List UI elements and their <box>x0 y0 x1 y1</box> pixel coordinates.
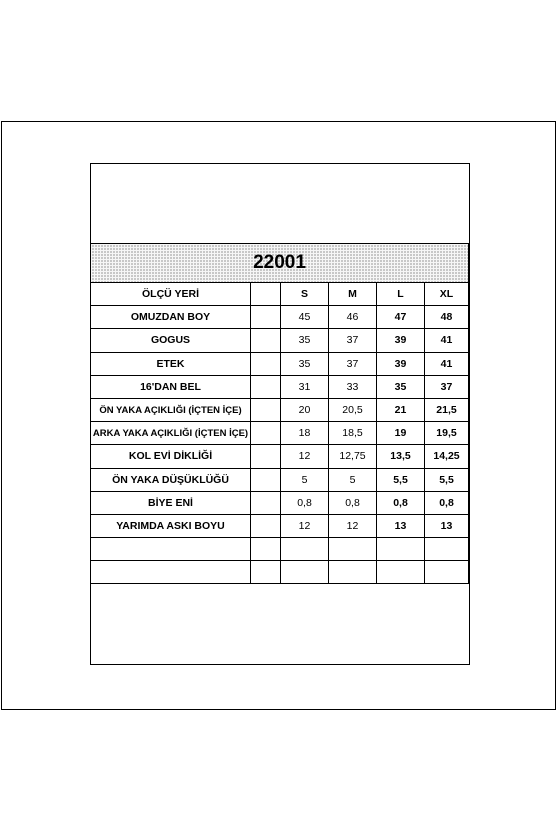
size-xl-header: XL <box>425 283 469 306</box>
size-xl-value: 5,5 <box>425 468 469 491</box>
size-m-value: 20,5 <box>329 398 377 421</box>
table-row <box>91 306 469 329</box>
spacer-cell <box>251 329 281 352</box>
size-m-value: 12 <box>329 514 377 537</box>
size-l-value: 35 <box>377 375 425 398</box>
spacer-cell <box>251 445 281 468</box>
table-row <box>91 468 469 491</box>
size-s-value: 18 <box>281 422 329 445</box>
size-l-value: 5,5 <box>377 468 425 491</box>
empty-cell <box>91 561 251 584</box>
table-body <box>91 306 469 538</box>
table-row <box>91 398 469 421</box>
size-m-value: 18,5 <box>329 422 377 445</box>
size-m-value: 0,8 <box>329 491 377 514</box>
empty-cell <box>251 561 281 584</box>
measure-point-label: ÖN YAKA DÜŞÜKLÜĞÜ <box>91 468 251 491</box>
size-s-value: 35 <box>281 329 329 352</box>
size-xl-value: 19,5 <box>425 422 469 445</box>
title-row <box>91 244 469 283</box>
measure-point-label: BİYE ENİ <box>91 491 251 514</box>
empty-cell <box>91 538 251 561</box>
measure-point-label: ETEK <box>91 352 251 375</box>
size-s-value: 20 <box>281 398 329 421</box>
table-row <box>91 329 469 352</box>
spacer-cell <box>251 398 281 421</box>
spacer-cell <box>251 514 281 537</box>
size-m-value: 5 <box>329 468 377 491</box>
size-l-value: 13,5 <box>377 445 425 468</box>
size-s-value: 12 <box>281 445 329 468</box>
size-xl-value: 21,5 <box>425 398 469 421</box>
header-row <box>91 283 469 306</box>
size-s-value: 31 <box>281 375 329 398</box>
table-row <box>91 445 469 468</box>
spacer-cell <box>251 306 281 329</box>
measure-point-header: ÖLÇÜ YERİ <box>91 283 251 306</box>
empty-cell <box>251 538 281 561</box>
size-l-value: 0,8 <box>377 491 425 514</box>
empty-cell <box>281 538 329 561</box>
table-row <box>91 352 469 375</box>
size-xl-value: 14,25 <box>425 445 469 468</box>
size-m-value: 33 <box>329 375 377 398</box>
spacer-cell <box>251 375 281 398</box>
empty-cell <box>281 561 329 584</box>
model-code: 22001 <box>91 244 469 283</box>
size-s-value: 5 <box>281 468 329 491</box>
size-s-value: 0,8 <box>281 491 329 514</box>
size-s-value: 35 <box>281 352 329 375</box>
size-xl-value: 41 <box>425 352 469 375</box>
empty-cell <box>425 561 469 584</box>
empty-cell <box>329 538 377 561</box>
table-row <box>91 375 469 398</box>
empty-cell <box>329 561 377 584</box>
table-row <box>91 491 469 514</box>
size-m-value: 46 <box>329 306 377 329</box>
empty-cell <box>377 561 425 584</box>
spacer-cell <box>251 283 281 306</box>
measure-point-label: GOGUS <box>91 329 251 352</box>
size-xl-value: 13 <box>425 514 469 537</box>
spacer-cell <box>251 468 281 491</box>
measure-point-label: YARIMDA ASKI BOYU <box>91 514 251 537</box>
size-m-value: 37 <box>329 329 377 352</box>
measure-point-label: KOL EVİ DİKLİĞİ <box>91 445 251 468</box>
measure-point-label: ARKA YAKA AÇIKLIĞI (İÇTEN İÇE) <box>91 422 251 445</box>
measure-point-label: 16'DAN BEL <box>91 375 251 398</box>
size-xl-value: 41 <box>425 329 469 352</box>
size-l-value: 13 <box>377 514 425 537</box>
size-xl-value: 48 <box>425 306 469 329</box>
spacer-cell <box>251 491 281 514</box>
size-l-value: 39 <box>377 352 425 375</box>
size-s-value: 45 <box>281 306 329 329</box>
size-xl-value: 0,8 <box>425 491 469 514</box>
spacer-cell <box>251 352 281 375</box>
spacer-cell <box>251 422 281 445</box>
size-s-value: 12 <box>281 514 329 537</box>
size-m-value: 37 <box>329 352 377 375</box>
size-m-header: M <box>329 283 377 306</box>
size-s-header: S <box>281 283 329 306</box>
empty-row <box>91 538 469 561</box>
size-l-value: 47 <box>377 306 425 329</box>
table-row <box>91 422 469 445</box>
empty-cell <box>425 538 469 561</box>
empty-row <box>91 561 469 584</box>
size-l-header: L <box>377 283 425 306</box>
size-xl-value: 37 <box>425 375 469 398</box>
table-row <box>91 514 469 537</box>
size-l-value: 19 <box>377 422 425 445</box>
size-chart-table <box>90 243 469 584</box>
size-m-value: 12,75 <box>329 445 377 468</box>
measure-point-label: OMUZDAN BOY <box>91 306 251 329</box>
size-l-value: 21 <box>377 398 425 421</box>
empty-cell <box>377 538 425 561</box>
measure-point-label: ÖN YAKA AÇIKLIĞI (İÇTEN İÇE) <box>91 398 251 421</box>
size-l-value: 39 <box>377 329 425 352</box>
